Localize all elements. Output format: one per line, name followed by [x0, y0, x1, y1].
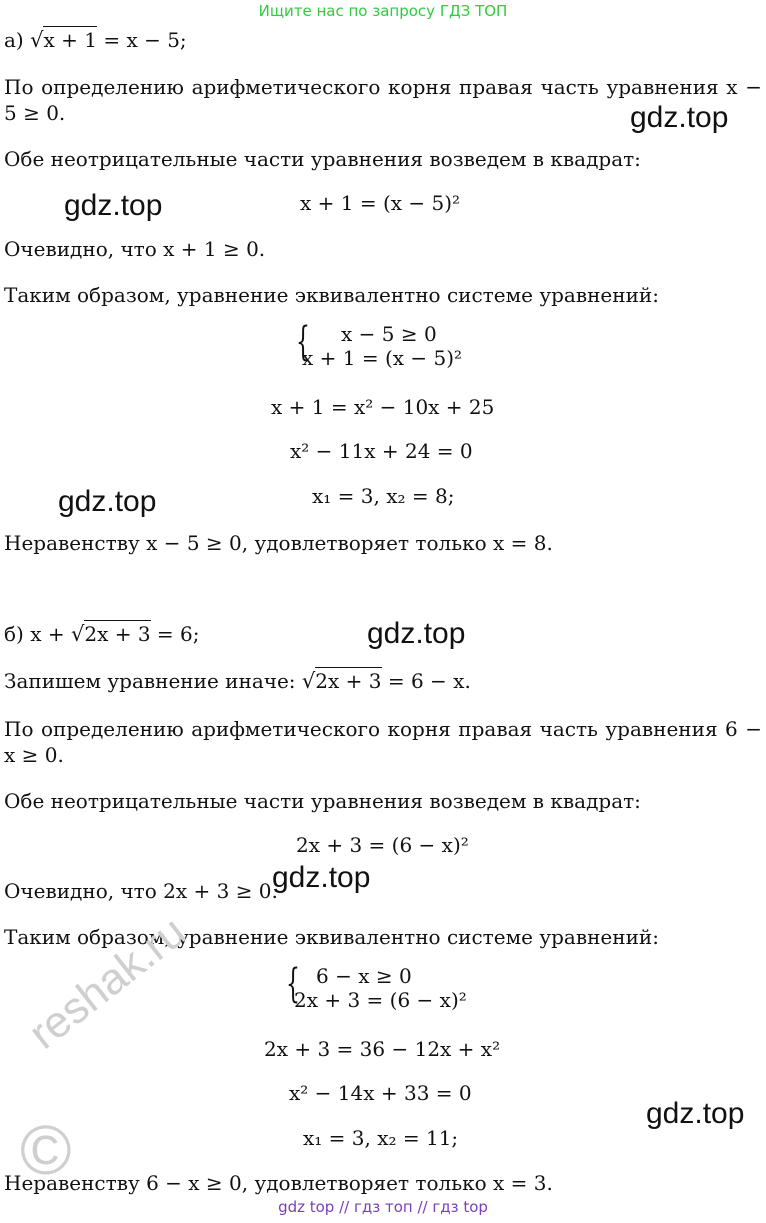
part-b-paragraph-5: Таким образом, уравнение эквивалентно системе уравнений: [4, 925, 659, 949]
part-b-paragraph-4: Очевидно, что 2x + 3 ≥ 0. [4, 879, 278, 903]
part-a-equation [4, 27, 187, 53]
part-a-paragraph-3: Очевидно, что x + 1 ≥ 0. [4, 237, 266, 261]
part-b-equation [4, 621, 199, 647]
part-b-label: б) x + [4, 622, 71, 646]
part-b-math-2: 2x + 3 = 36 − 12x + x² [264, 1037, 501, 1061]
part-b-system-line-1: 6 − x ≥ 0 [316, 964, 412, 988]
part-a-equation-rest: = x − 5; [96, 28, 187, 52]
watermark-gdz-top: gdz.top [367, 617, 466, 650]
copyright-icon: © [20, 1111, 72, 1189]
part-a-paragraph-2: Обе неотрицательные части уравнения возведем в квадрат: [4, 147, 641, 171]
part-a-system-line-2: x + 1 = (x − 5)² [302, 346, 463, 370]
part-b-math-4: x₁ = 3, x₂ = 11; [303, 1126, 459, 1150]
part-b-paragraph-1 [4, 668, 471, 694]
watermark-gdz-top: gdz.top [58, 485, 157, 518]
part-a-paragraph-4: Таким образом, уравнение эквивалентно системе уравнений: [4, 283, 659, 307]
part-a-system [296, 319, 463, 370]
part-b-math-1: 2x + 3 = (6 − x)² [296, 833, 469, 857]
top-banner: Ищите нас по запросу ГДЗ ТОП [258, 2, 508, 20]
part-b-math-3: x² − 14x + 33 = 0 [289, 1081, 472, 1105]
watermark-gdz-top: gdz.top [64, 189, 163, 222]
reshak-watermark: reshak.ru [20, 907, 195, 1059]
part-b-paragraph-1-prefix: Запишем уравнение иначе: [4, 669, 302, 693]
part-b-conclusion: Неравенству 6 − x ≥ 0, удовлетворяет только x = 3. [4, 1171, 553, 1195]
part-b-paragraph-3: Обе неотрицательные части уравнения возведем в квадрат: [4, 789, 641, 813]
part-b-p1-radicand: 2x + 3 [315, 669, 382, 693]
sqrt-symbol-icon: √ [70, 622, 85, 646]
watermark-gdz-top: gdz.top [646, 1097, 745, 1130]
part-a-math-2: x + 1 = x² − 10x + 25 [271, 395, 495, 419]
part-a-math-1: x + 1 = (x − 5)² [300, 191, 461, 215]
part-a-system-line-1: x − 5 ≥ 0 [341, 322, 437, 346]
part-b-system [286, 961, 467, 1012]
part-b-paragraph-2: По определению арифметического корня правая часть уравнения 6 − x ≥ 0. [4, 717, 762, 767]
part-b-paragraph-1-suffix: = 6 − x. [381, 669, 471, 693]
sqrt-symbol-icon: √ [301, 669, 316, 693]
part-b-system-line-2: 2x + 3 = (6 − x)² [294, 988, 467, 1012]
curly-brace-icon: { [286, 961, 300, 1007]
footer-links[interactable]: gdz top // гдз топ // гдз top [278, 1198, 488, 1216]
part-a-radicand: x + 1 [43, 28, 97, 52]
sqrt-symbol-icon: √ [30, 28, 44, 52]
part-a-math-4: x₁ = 3, x₂ = 8; [312, 484, 455, 508]
part-a-math-3: x² − 11x + 24 = 0 [290, 439, 473, 463]
watermark-gdz-top: gdz.top [272, 861, 371, 894]
watermark-gdz-top: gdz.top [630, 101, 729, 134]
curly-brace-icon: { [296, 319, 310, 365]
part-a-paragraph-1: По определению арифметического корня правая часть уравнения x − 5 ≥ 0. [4, 75, 762, 125]
part-a-label: а) [4, 28, 31, 52]
part-a-conclusion: Неравенству x − 5 ≥ 0, удовлетворяет только x = 8. [4, 531, 553, 555]
part-b-radicand: 2x + 3 [84, 622, 151, 646]
part-b-equation-rest: = 6; [150, 622, 200, 646]
